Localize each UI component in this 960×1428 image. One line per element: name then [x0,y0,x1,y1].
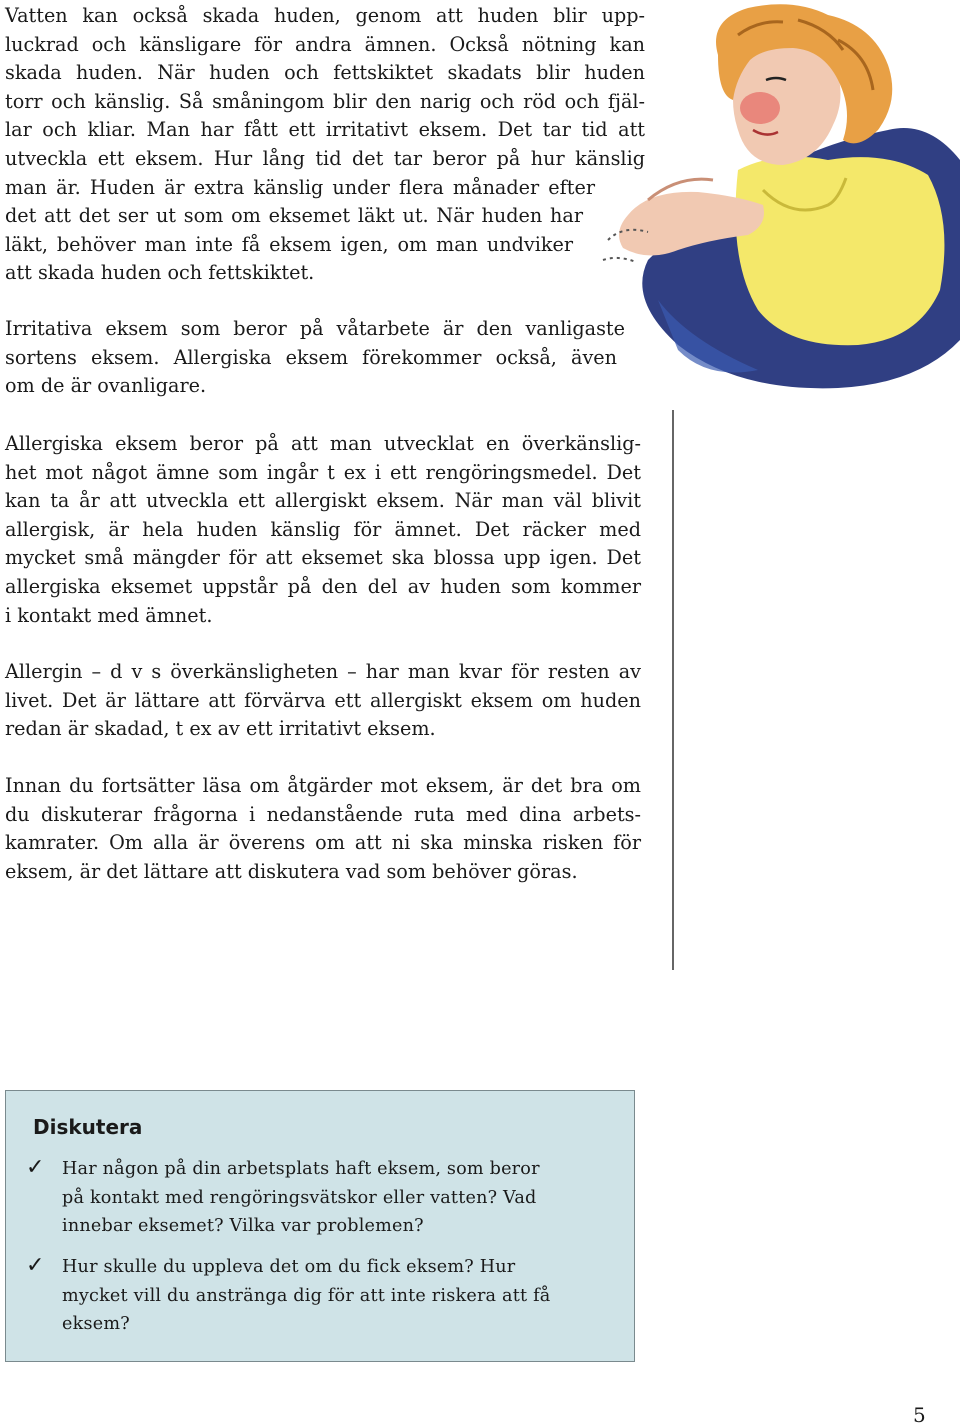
paragraph-discuss-intro [5,772,641,886]
text-line: eksem? [62,1314,130,1335]
text-line: het mot något ämne som ingår t ex i ett rengöringsmedel. Det [5,460,641,484]
text-line: Allergin – d v s överkänsligheten – har man kvar för resten av [5,660,641,683]
text-line: att skada huden och fettskiktet. [5,261,315,285]
text-line: livet. Det är lättare att förvärva ett allergiskt eksem om huden [5,688,641,712]
discussion-question [26,1155,616,1241]
checkmark-icon: ✓ [26,1155,45,1180]
text-line: utveckla ett eksem. Hur lång tid det tar beror på hur känslig [5,146,645,170]
paragraph-allergic-eczema [5,430,641,630]
text-line: om de är ovanligare. [5,374,207,398]
text-line: luckrad och känsligare för andra ämnen. Också nötning kan [5,32,645,56]
question-text [62,1155,616,1241]
text-line: du diskuterar frågorna i nedanstående ruta med dina arbets- [5,802,641,826]
text-line: lar och kliar. Man har fått ett irritativt eksem. Det tar tid att [5,118,645,142]
text-line: kamrater. Om alla är överens om att ni ska minska risken för [5,831,641,855]
text-line: det att det ser ut som om eksemet läkt ut. När huden har [5,204,583,228]
paragraph-allergy-permanent [5,658,641,744]
text-line: Allergiska eksem beror på att man utvecklat en överkänslig- [5,432,641,455]
text-line: mycket vill du anstränga dig för att inte riskera att få [62,1285,551,1306]
text-line: mycket små mängder för att eksemet ska blossa upp igen. Det [5,546,641,570]
discussion-box [5,1090,635,1362]
text-line: kan ta år att utveckla ett allergiskt eksem. När man väl blivit [5,489,641,513]
paragraph-skin-damage [5,2,645,288]
text-line: allergisk, är hela huden känslig för ämnet. Det räcker med [5,517,641,541]
question-text [62,1253,616,1339]
text-line: på kontakt med rengöringsvätskor eller vatten? Vad [62,1187,537,1208]
woman-scratching-eczema-illustration [588,0,960,395]
text-line: Irritativa eksem som beror på våtarbete är den vanligaste [5,317,625,340]
text-line: Hur skulle du uppleva det om du fick eksem? Hur [62,1257,516,1277]
text-line: läkt, behöver man inte få eksem igen, om man undviker [5,232,573,256]
text-line: sortens eksem. Allergiska eksem förekommer också, även [5,345,617,369]
discussion-question [26,1253,616,1339]
page-number: 5 [913,1403,926,1427]
text-line: Har någon på din arbetsplats haft eksem, som beror [62,1159,540,1179]
checkmark-icon: ✓ [26,1253,45,1278]
text-line: redan är skadad, t ex av ett irritativt eksem. [5,717,436,741]
text-line: i kontakt med ämnet. [5,603,213,627]
vertical-divider [672,410,674,970]
paragraph-irritative-eczema [5,315,625,401]
text-line: Innan du fortsätter läsa om åtgärder mot eksem, är det bra om [5,774,641,797]
text-line: torr och känslig. Så småningom blir den narig och röd och fjäl- [5,89,645,113]
text-line: innebar eksemet? Vilka var problemen? [62,1216,424,1237]
discussion-title: Diskutera [33,1115,143,1139]
text-line: allergiska eksemet uppstår på den del av huden som kommer [5,574,641,598]
text-line: skada huden. När huden och fettskiktet skadats blir huden [5,61,645,85]
text-line: man är. Huden är extra känslig under flera månader efter [5,175,595,199]
text-line: eksem, är det lättare att diskutera vad som behöver göras. [5,859,578,883]
illustration-graphic [588,0,960,395]
text-line: Vatten kan också skada huden, genom att huden blir upp- [5,4,645,27]
